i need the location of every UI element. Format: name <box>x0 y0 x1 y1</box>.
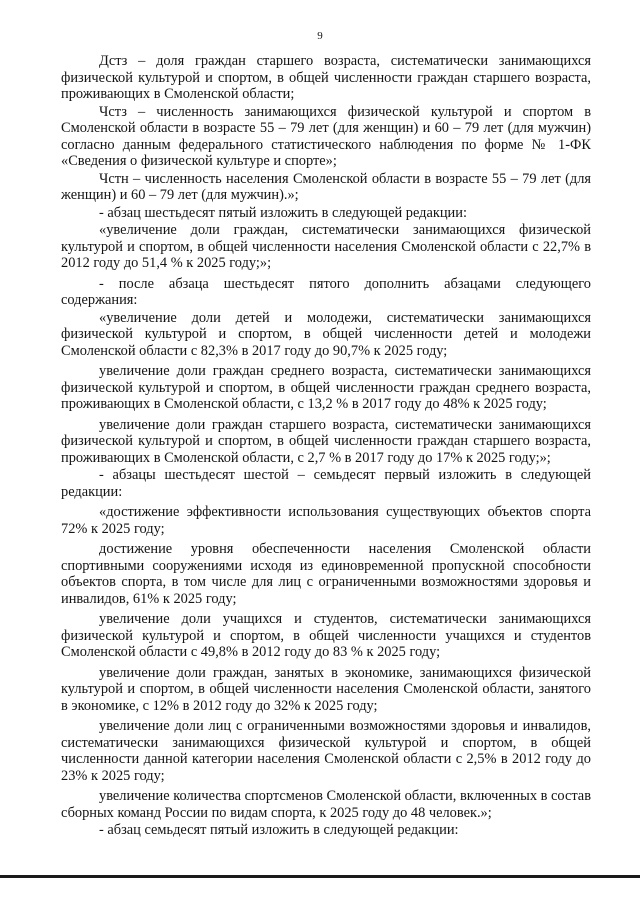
page-bottom-rule <box>0 875 640 878</box>
document-body <box>61 53 591 840</box>
paragraph-facility-provision: достижение уровня обеспеченности населения Смоленской области спортивными сооружениями исходя из единовременной пропускной способности объектов спорта, в том числе для лиц с ограниченными возможностями здоровья и инвалидов, 61% к 2025 году; <box>61 541 591 607</box>
paragraph-facility-efficiency: «достижение эффективности использования существующих объектов спорта 72% к 2025 году; <box>61 504 591 537</box>
page-number: 9 <box>317 30 323 42</box>
paragraph-amend-65: - абзац шестьдесят пятый изложить в следующей редакции: <box>99 204 467 221</box>
paragraph-youth-share: «увеличение доли детей и молодежи, систематически занимающихся физической культурой и спортом, в общей численности детей и молодежи Смоленской области с 82,3% в 2017 году до 90,7% к 2025 году; <box>61 309 591 359</box>
paragraph-add-after-65: - после абзаца шестьдесят пятого дополнить абзацами следующего содержания: <box>61 275 591 308</box>
paragraph-senior-share: увеличение доли граждан старшего возраста, систематически занимающихся физической культурой и спортом, в общей численности граждан старшего возраста, проживающих в Смоленской области, с 2,7 % в 2017 году до 17% к 2025 году;»; <box>61 416 591 466</box>
paragraph-chstn-definition: Чстн – численность населения Смоленской области в возрасте 55 – 79 лет (для женщин) и 60 – 79 лет (для мужчин).»; <box>61 170 591 203</box>
paragraph-citizens-share: «увеличение доли граждан, систематически занимающихся физической культурой и спортом, в общей численности населения Смоленской области с 22,7% в 2012 году до 51,4 % к 2025 году;»; <box>61 222 591 271</box>
paragraph-amend-75: - абзац семьдесят пятый изложить в следующей редакции: <box>99 822 459 838</box>
paragraph-employed-share: увеличение доли граждан, занятых в экономике, занимающихся физической культурой и спортом, в общей численности населения Смоленской области, занятого в экономике, с 12% в 2012 году до 32% к 2025 году; <box>61 664 591 714</box>
paragraph-national-team-athletes: увеличение количества спортсменов Смоленской области, включенных в состав сборных команд России по видам спорта, к 2025 году до 48 человек.»; <box>61 788 591 821</box>
paragraph-students-share: увеличение доли учащихся и студентов, систематически занимающихся физической культурой и спортом, в общей численности учащихся и студентов Смоленской области с 49,8% в 2012 году до 83 % к 2025 году; <box>61 611 591 660</box>
paragraph-chstz-definition: Чстз – численность занимающихся физической культурой и спортом в Смоленской области в возрасте 55 – 79 лет (для женщин) и 60 – 79 лет (для мужчин) согласно данным федерального статистического наблюдения по форме № 1-ФК «Сведения о физической культуре и спорте»; <box>61 103 591 169</box>
paragraph-disabled-share: увеличение доли лиц с ограниченными возможностями здоровья и инвалидов, систематически занимающихся физической культурой и спортом, в общей численности данной категории населения Смоленской области с 2,5% в 2012 году до 23% к 2025 году; <box>61 718 591 784</box>
paragraph-middle-age-share: увеличение доли граждан среднего возраста, систематически занимающихся физической культурой и спортом, в общей численности граждан среднего возраста, проживающих в Смоленской области, с 13,2 % в 2017 году до 48% к 2025 году; <box>61 363 591 412</box>
paragraph-dstz-definition: Дстз – доля граждан старшего возраста, систематически занимающихся физической культурой и спортом, в общей численности граждан старшего возраста, проживающих в Смоленской области; <box>61 53 591 102</box>
paragraph-amend-66-71: - абзацы шестьдесят шестой – семьдесят первый изложить в следующей редакции: <box>61 467 591 500</box>
